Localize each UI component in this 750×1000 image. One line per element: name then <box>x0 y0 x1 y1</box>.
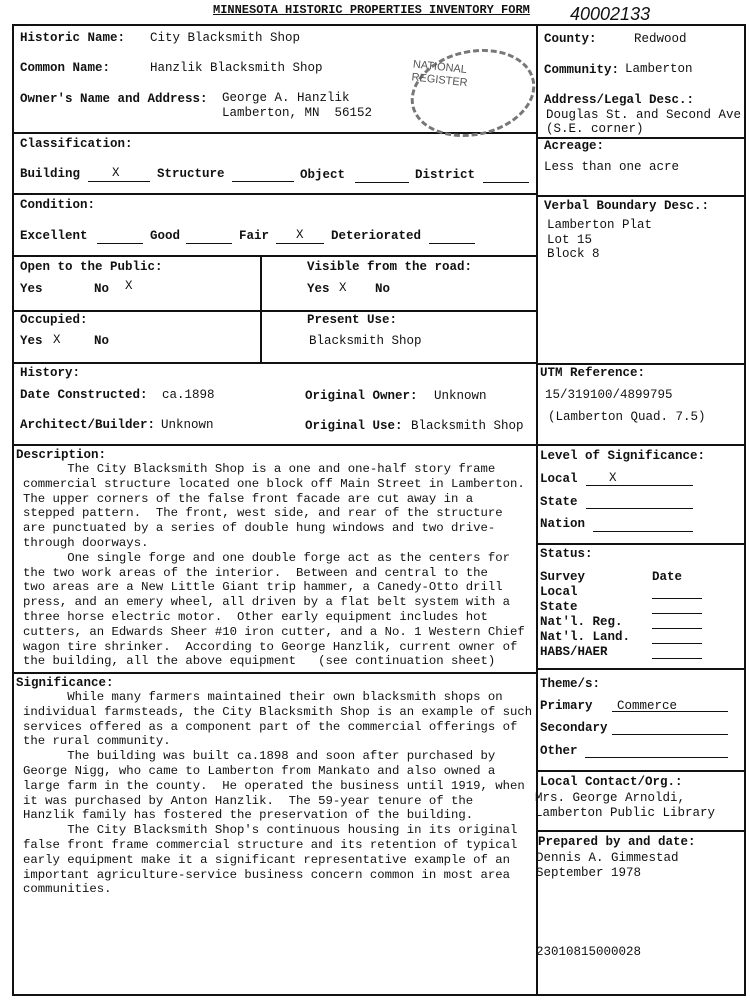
status-habs: HABS/HAER <box>540 645 608 659</box>
significance-text: While many farmers maintained their own blacksmith shops on individual farmsteads, the City Blacksmith Shop is an example of such services offered as a component part of the commercial offerings of the rural community. The building was built ca.1898 and soon after purchased by George Nigg, who came to Lamberton from Mankato and also owned a large farm in the county. He operated the business until 1919, when it was purchased by Anton Hanzlik. The 59-year tenure of the Hanzlik family has fostered the preservation of the building. The City Blacksmith Shop's continuous housing in its original false front frame commercial structure and its retention of typical early equipment make it a significant representative example of an important agriculture-service business concern common in most area communities. <box>23 690 533 897</box>
record-id: 23010815000028 <box>536 945 642 959</box>
history-label: History: <box>20 366 81 380</box>
occupied-label: Occupied: <box>20 313 88 327</box>
level-state: State <box>540 495 578 509</box>
contact-label: Local Contact/Org.: <box>540 775 683 789</box>
present-use-value: Blacksmith Shop <box>309 334 422 348</box>
original-use-label: Original Use: <box>305 419 403 433</box>
occupied-yes-mark: X <box>53 333 61 347</box>
occupied-yes: Yes <box>20 334 43 348</box>
architect-label: Architect/Builder: <box>20 418 156 432</box>
date-constructed-value: ca.1898 <box>162 388 215 402</box>
fair-label: Fair <box>239 229 270 243</box>
district-label: District <box>415 168 476 182</box>
form-title: MINNESOTA HISTORIC PROPERTIES INVENTORY FORM <box>213 3 530 17</box>
object-label: Object <box>300 168 346 182</box>
community-label: Community: <box>544 63 620 77</box>
excellent-label: Excellent <box>20 229 88 243</box>
prepared-label: Prepared by and date: <box>538 835 696 849</box>
status-state: State <box>540 600 578 614</box>
level-local-mark: X <box>609 471 617 485</box>
architect-value: Unknown <box>161 418 214 432</box>
theme-primary-label: Primary <box>540 699 593 713</box>
theme-secondary-label: Secondary <box>540 721 608 735</box>
present-use-label: Present Use: <box>307 313 398 327</box>
visible-yes-mark: X <box>339 281 347 295</box>
county-label: County: <box>544 32 597 46</box>
status-natl-reg: Nat'l. Reg. <box>540 615 623 629</box>
utm-label: UTM Reference: <box>540 366 646 380</box>
community-value: Lamberton <box>625 62 693 76</box>
historic-name-label: Historic Name: <box>20 31 126 45</box>
level-local: Local <box>540 472 578 486</box>
open-public-label: Open to the Public: <box>20 260 163 274</box>
owner-name: George A. Hanzlik <box>222 91 350 105</box>
visible-no: No <box>375 282 391 296</box>
open-yes: Yes <box>20 282 43 296</box>
prepared-line2: September 1978 <box>536 866 642 880</box>
description-label: Description: <box>16 448 107 462</box>
date-constructed-label: Date Constructed: <box>20 388 148 402</box>
level-significance-label: Level of Significance: <box>540 449 706 463</box>
open-no: No <box>94 282 110 296</box>
owner-address: Lamberton, MN 56152 <box>222 106 373 120</box>
legal-desc-line2: (S.E. corner) <box>546 122 644 136</box>
theme-primary-value: Commerce <box>617 699 678 713</box>
acreage-label: Acreage: <box>544 139 605 153</box>
boundary-line1: Lamberton Plat <box>547 218 653 232</box>
building-mark: X <box>112 166 120 180</box>
condition-label: Condition: <box>20 198 96 212</box>
utm-line1: 15/319100/4899795 <box>545 388 673 402</box>
utm-line2: (Lamberton Quad. 7.5) <box>548 410 706 424</box>
visible-road-label: Visible from the road: <box>307 260 473 274</box>
occupied-no: No <box>94 334 110 348</box>
level-nation: Nation <box>540 517 586 531</box>
original-owner-label: Original Owner: <box>305 389 418 403</box>
classification-label: Classification: <box>20 137 133 151</box>
status-label: Status: <box>540 547 593 561</box>
boundary-line3: Block 8 <box>547 247 600 261</box>
county-value: Redwood <box>634 32 687 46</box>
status-date: Date <box>652 570 683 584</box>
fair-mark: X <box>296 228 304 242</box>
boundary-label: Verbal Boundary Desc.: <box>544 199 710 213</box>
boundary-line2: Lot 15 <box>547 233 593 247</box>
status-natl-land: Nat'l. Land. <box>540 630 631 644</box>
description-text: The City Blacksmith Shop is a one and one-half story frame commercial structure located one block off Main Street in Lamberton. The upper corners of the false front facade are cut away in a stepped pattern. The front, west side, and rear of the structure are punctuated by a series of double hung windows and two drive- through doorways. One single forge and one double forge act as the centers for the two work areas of the interior. Between and central to the two areas are a New Little Giant trip hammer, a Canedy-Otto drill press, and an emery wheel, all driven by a flat belt system with a three horse electric motor. Other early equipment includes hot cutters, an Edwards Sheer #10 iron cutter, and a No. 1 Western Chief wagon tire shrinker. According to George Hanzlik, current owner of the building, all the above equipment (see continuation sheet) <box>23 462 525 669</box>
legal-desc-line1: Douglas St. and Second Ave. <box>546 108 749 122</box>
theme-label: Theme/s: <box>540 677 601 691</box>
good-label: Good <box>150 229 181 243</box>
prepared-line1: Dennis A. Gimmestad <box>536 851 679 865</box>
stamp-text: NATIONAL REGISTER <box>410 58 469 90</box>
form-number: 40002133 <box>570 4 651 24</box>
common-name-value: Hanzlik Blacksmith Shop <box>150 61 323 75</box>
original-owner-value: Unknown <box>434 389 487 403</box>
building-label: Building <box>20 167 81 181</box>
acreage-value: Less than one acre <box>544 160 680 174</box>
significance-label: Significance: <box>16 676 114 690</box>
contact-line1: Mrs. George Arnoldi, <box>535 791 686 805</box>
legal-desc-label: Address/Legal Desc.: <box>544 93 695 107</box>
deteriorated-label: Deteriorated <box>331 229 422 243</box>
structure-label: Structure <box>157 167 225 181</box>
owner-label: Owner's Name and Address: <box>20 92 208 106</box>
visible-yes: Yes <box>307 282 330 296</box>
open-no-mark: X <box>125 279 133 293</box>
historic-name-value: City Blacksmith Shop <box>150 31 301 45</box>
status-local: Local <box>540 585 578 599</box>
original-use-value: Blacksmith Shop <box>411 419 524 433</box>
common-name-label: Common Name: <box>20 61 111 75</box>
contact-line2: Lamberton Public Library <box>535 806 716 820</box>
theme-other-label: Other <box>540 744 578 758</box>
status-survey: Survey <box>540 570 586 584</box>
